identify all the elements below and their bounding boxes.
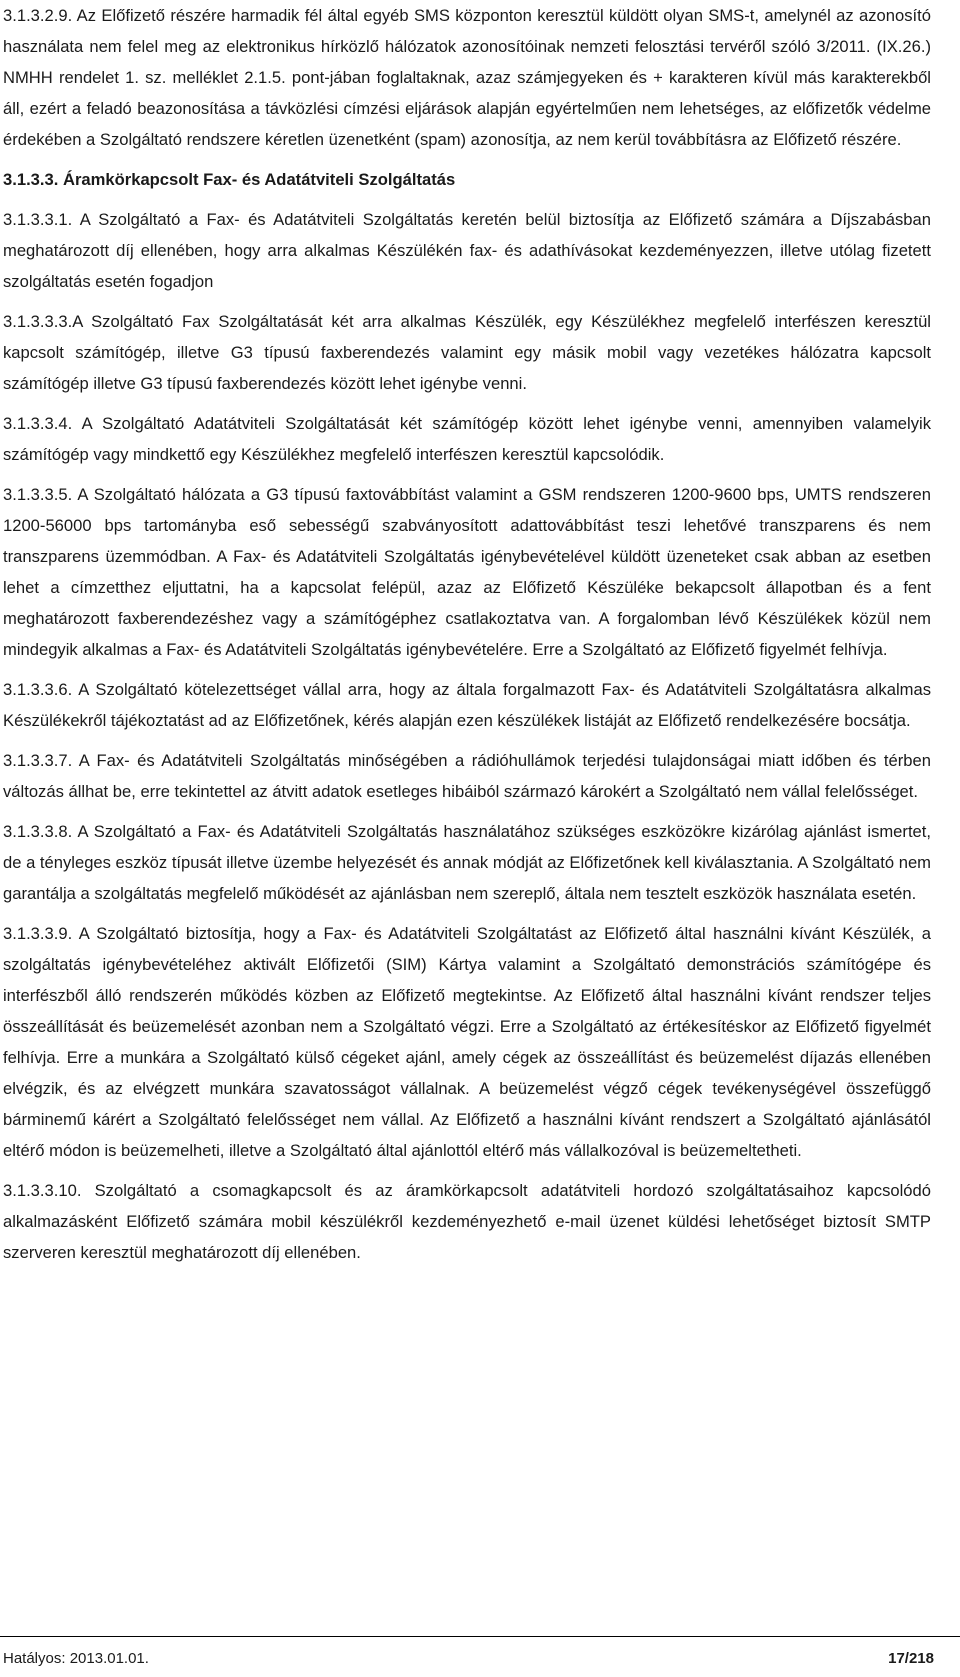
- paragraph-3-1-3-3-8: 3.1.3.3.8. A Szolgáltató a Fax- és Adatátviteli Szolgáltatás használatához szükséges eszközökre kizárólag ajánlást ismertet, de a tényleges eszköz típusát illetve üzembe helyezését és annak módját az Előfizetőnek kell kiválasztania. A Szolgáltató nem garantálja a szolgáltatás megfelelő működését az ajánlásban nem szereplő, általa nem tesztelt eszközök használata esetén.: [3, 822, 931, 903]
- paragraph-3-1-3-3-3: 3.1.3.3.3.A Szolgáltató Fax Szolgáltatását két arra alkalmas Készülék, egy Készülékhez megfelelő interfészen keresztül kapcsolt számítógép, illetve G3 típusú faxberendezés valamint egy másik mobil vagy vezetékes hálózatra kapcsolt számítógép illetve G3 típusú faxberendezés között lehet igénybe venni.: [3, 312, 931, 393]
- effective-date: Hatályos: 2013.01.01.: [3, 1650, 149, 1667]
- section-heading: 3.1.3.3. Áramkörkapcsolt Fax- és Adatátviteli Szolgáltatás: [3, 170, 456, 189]
- footer-divider: [0, 1636, 960, 1637]
- document-body: [3, 0, 931, 1268]
- paragraph-3-1-3-3-6: 3.1.3.3.6. A Szolgáltató kötelezettséget vállal arra, hogy az általa forgalmazott Fax- és Adatátviteli Szolgáltatásra alkalmas Készülékekről tájékoztatást ad az Előfizetőnek, kérés alapján ezen készülékek listáját az Előfizető rendelkezésére bocsátja.: [3, 680, 931, 730]
- paragraph-3-1-3-3-1: 3.1.3.3.1. A Szolgáltató a Fax- és Adatátviteli Szolgáltatás keretén belül biztosítja az Előfizető számára a Díjszabásban meghatározott díj ellenében, hogy arra alkalmas Készülékén fax- és adathívásokat kezdeményezzen, illetve utólag fizetett szolgáltatás esetén fogadjon: [3, 210, 931, 291]
- paragraph-3-1-3-3-10: 3.1.3.3.10. Szolgáltató a csomagkapcsolt és az áramkörkapcsolt adatátviteli hordozó szolgáltatásaihoz kapcsolódó alkalmazásként Előfizető számára mobil készülékről kezdeményezhető e-mail üzenet küldési lehetőséget biztosít SMTP szerveren keresztül meghatározott díj ellenében.: [3, 1181, 931, 1262]
- paragraph-3-1-3-3-7: 3.1.3.3.7. A Fax- és Adatátviteli Szolgáltatás minőségében a rádióhullámok terjedési tulajdonságai miatt időben és térben változás állhat be, erre tekintettel az átvitt adatok esetleges hibáiból származó károkért a Szolgáltató nem vállal felelősséget.: [3, 751, 931, 801]
- page-number: 17/218: [888, 1650, 934, 1667]
- paragraph-3-1-3-3-4: 3.1.3.3.4. A Szolgáltató Adatátviteli Szolgáltatását két számítógép között lehet igénybe venni, amennyiben valamelyik számítógép vagy mindkettő egy Készülékhez megfelelő interfészen keresztül kapcsolódik.: [3, 414, 931, 464]
- paragraph-3-1-3-3-9: 3.1.3.3.9. A Szolgáltató biztosítja, hogy a Fax- és Adatátviteli Szolgáltatást az Előfizető által használni kívánt Készülék, a szolgáltatás igénybevételéhez aktivált Előfizetői (SIM) Kártya valamint a Szolgáltató demonstrációs számítógépe és interfészből álló rendszerén működés közben az Előfizető megtekintse. Az Előfizető által használni kívánt rendszer teljes összeállítását és beüzemelését azonban nem a Szolgáltató végzi. Erre a Szolgáltató az értékesítéskor az Előfizető figyelmét felhívja. Erre a munkára a Szolgáltató külső cégeket ajánl, amely cégek az összeállítást és beüzemelést díjazás ellenében elvégzik, és az elvégzett munkára szavatosságot vállalnak. A beüzemelést végző cégek tevékenységével összefüggő bárminemű kárért a Szolgáltató felelősséget nem vállal. Az Előfizető a használni kívánt rendszert a Szolgáltató ajánlásától eltérő módon is beüzemelheti, illetve a Szolgáltató által ajánlottól eltérő más vállalkozóval is beüzemeltetheti.: [3, 924, 931, 1160]
- paragraph-3-1-3-3-5: 3.1.3.3.5. A Szolgáltató hálózata a G3 típusú faxtovábbítást valamint a GSM rendszeren 1200-9600 bps, UMTS rendszeren 1200-56000 bps tartományba eső sebességű szabványosított adattovábbítást teszi lehetővé transzparens és nem transzparens üzemmódban. A Fax- és Adatátviteli Szolgáltatás igénybevételével küldött üzeneteket csak abban az esetben lehet a címzetthez eljuttatni, ha a kapcsolat felépül, azaz az Előfizető Készüléke bekapcsolt állapotban és a fent meghatározott faxberendezéshez vagy a számítógéphez csatlakoztatva van. A forgalomban lévő Készülékek közül nem mindegyik alkalmas a Fax- és Adatátviteli Szolgáltatás igénybevételére. Erre a Szolgáltató az Előfizető figyelmét felhívja.: [3, 485, 931, 659]
- paragraph-3-1-3-2-9: 3.1.3.2.9. Az Előfizető részére harmadik fél által egyéb SMS központon keresztül küldött olyan SMS-t, amelynél az azonosító használata nem felel meg az elektronikus hírközlő hálózatok azonosítóinak nemzeti felosztási tervéről szóló 3/2011. (IX.26.) NMHH rendelet 1. sz. melléklet 2.1.5. pont-jában foglaltaknak, azaz számjegyeken és + karakteren kívül más karakterekből áll, ezért a feladó beazonosítása a távközlési címzési eljárások alapján egyértelműen nem lehetséges, az előfizetők védelme érdekében a Szolgáltató rendszere kéretlen üzenetként (spam) azonosítja, az nem kerül továbbításra az Előfizető részére.: [3, 6, 931, 149]
- page-footer: [0, 1636, 960, 1677]
